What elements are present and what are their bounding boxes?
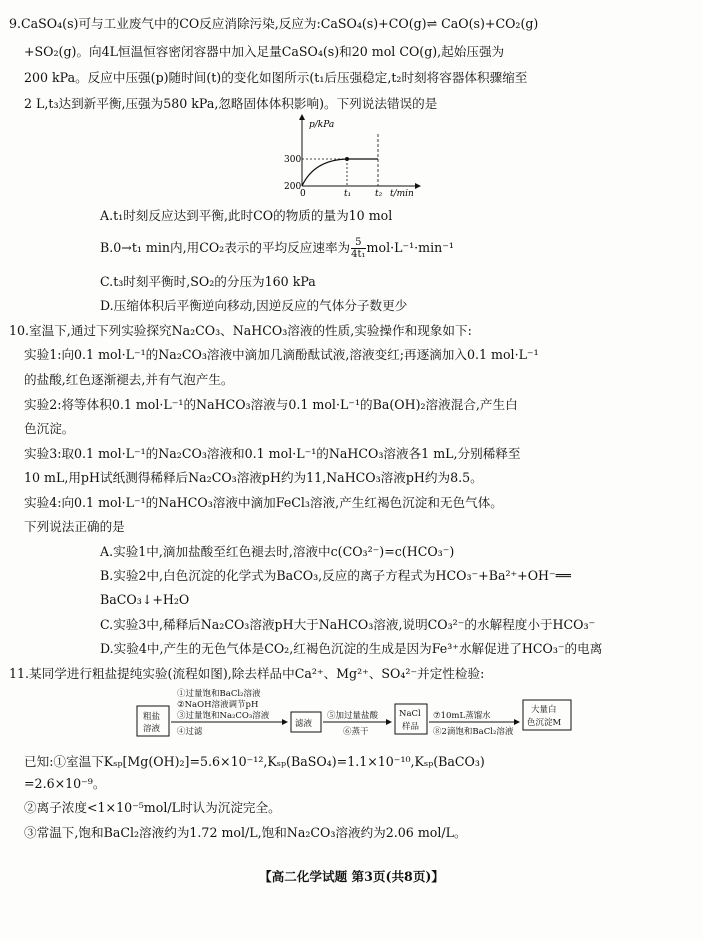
q11-known-2: ②离子浓度<1×10⁻⁵mol/L时认为沉淀完全。: [24, 800, 281, 815]
origin-label: 0: [300, 189, 306, 199]
step-2: ②NaOH溶液调节pH: [177, 700, 259, 710]
q10-option-b-1: B.实验2中,白色沉淀的化学式为BaCO₃,反应的离子方程式为HCO₃⁻+Ba²⁺+OH⁻══: [100, 568, 571, 583]
q10-exp3-a: 实验3:取0.1 mol·L⁻¹的Na₂CO₃溶液和0.1 mol·L⁻¹的NaHCO₃溶液各1 mL,分别稀释至: [24, 446, 521, 461]
q11-known-1: 已知:①室温下Kₛₚ[Mg(OH)₂]=5.6×10⁻¹²,Kₛₚ(BaSO₄)=1.1×10⁻¹⁰,Kₛₚ(BaCO₃): [24, 754, 485, 769]
step-1: ①过量饱和BaCl₂溶液: [177, 689, 261, 699]
box1-line2: 溶液: [143, 724, 161, 734]
box3-line2: 样品: [402, 722, 420, 732]
q10-exp2-b: 色沉淀。: [24, 421, 75, 436]
step-5: ⑤加过量盐酸: [327, 711, 379, 721]
step-8: ⑧2滴饱和BaCl₂溶液: [433, 727, 514, 737]
q9-line2: +SO₂(g)。向4L恒温恒容密闭容器中加入足量CaSO₄(s)和20 mol CO(g),起始压强为: [24, 44, 505, 59]
q9-option-a: A.t₁时刻反应达到平衡,此时CO的物质的量为10 mol: [100, 208, 393, 223]
q10-exp2-a: 实验2:将等体积0.1 mol·L⁻¹的NaHCO₃溶液与0.1 mol·L⁻¹的Ba(OH)₂溶液混合,产生白: [24, 397, 518, 412]
q9-line4: 2 L,t₃达到新平衡,压强为580 kPa,忽略固体体积影响)。下列说法错误的是: [24, 96, 438, 111]
box1-line1: 粗盐: [143, 712, 161, 722]
y-axis-label: p/kPa: [309, 120, 335, 130]
step-4: ④过滤: [177, 727, 203, 737]
q11-line1: 11.某同学进行粗盐提纯实验(流程如图),除去样品中Ca²⁺、Mg²⁺、SO₄²⁻并定性检验:: [9, 666, 485, 681]
q10-exp3-b: 10 mL,用pH试纸测得稀释后Na₂CO₃溶液pH约为11,NaHCO₃溶液pH约为8.5。: [24, 470, 483, 485]
y-tick-300: 300: [284, 155, 302, 165]
q9-option-b-text: B.0→t₁ min内,用CO₂表示的平均反应速率为: [100, 240, 351, 255]
q10-option-a: A.实验1中,滴加盐酸至红色褪去时,溶液中c(CO₃²⁻)=c(HCO₃⁻): [100, 544, 455, 559]
box2-text: 滤液: [295, 719, 313, 729]
q9-option-b-unit: mol·L⁻¹·min⁻¹: [366, 240, 454, 255]
page-footer: 【高二化学试题 第3页(共8页)】: [259, 869, 444, 884]
x-axis-label: t/min: [390, 189, 414, 199]
y-tick-200: 200: [284, 182, 302, 192]
q9-option-b: [100, 237, 454, 260]
pressure-time-graph: [282, 114, 422, 204]
t1-label: t₁: [344, 189, 352, 199]
q10-option-c: C.实验3中,稀释后Na₂CO₃溶液pH大于NaHCO₃溶液,说明CO₃²⁻的水解程度小于HCO₃⁻: [100, 617, 596, 632]
q9-option-c: C.t₃时刻平衡时,SO₂的分压为160 kPa: [100, 274, 316, 289]
q11-known-1-cont: =2.6×10⁻⁹。: [24, 776, 106, 791]
q10-option-d: D.实验4中,产生的无色气体是CO₂,红褐色沉淀的生成是因为Fe³⁺水解促进了HCO₃⁻的电离: [100, 641, 603, 656]
q10-option-b-2: BaCO₃↓+H₂O: [100, 592, 190, 607]
q10-stem: 下列说法正确的是: [24, 519, 125, 534]
q9-option-d: D.压缩体积后平衡逆向移动,因逆反应的气体分子数更少: [100, 298, 408, 313]
q9-line1: 9.CaSO₄(s)可与工业废气中的CO反应消除污染,反应为:CaSO₄(s)+CO(g)⇌ CaO(s)+CO₂(g): [9, 16, 539, 31]
q10-exp1-b: 的盐酸,红色逐渐褪去,并有气泡产生。: [24, 372, 234, 387]
purification-flowchart: [135, 688, 575, 738]
q10-exp1-a: 实验1:向0.1 mol·L⁻¹的Na₂CO₃溶液中滴加几滴酚酞试液,溶液变红;再逐滴加入0.1 mol·L⁻¹: [24, 347, 539, 362]
fraction: [351, 237, 365, 260]
q10-exp4: 实验4:向0.1 mol·L⁻¹的NaHCO₃溶液中滴加FeCl₃溶液,产生红褐色沉淀和无色气体。: [24, 495, 503, 510]
step-3: ③过量饱和Na₂CO₃溶液: [177, 711, 270, 721]
q11-known-3: ③常温下,饱和BaCl₂溶液约为1.72 mol/L,饱和Na₂CO₃溶液约为2.06 mol/L。: [24, 825, 467, 840]
q9-line3: 200 kPa。反应中压强(p)随时间(t)的变化如图所示(t₁后压强稳定,t₂时刻将容器体积骤缩至: [24, 70, 528, 85]
box4-line1: 大量白: [531, 705, 557, 715]
fraction-numerator: 5: [351, 237, 365, 249]
t2-label: t₂: [375, 189, 383, 199]
step-7: ⑦10mL蒸馏水: [433, 711, 491, 721]
q10-line1: 10.室温下,通过下列实验探究Na₂CO₃、NaHCO₃溶液的性质,实验操作和现象如下:: [9, 323, 472, 338]
pressure-curve: [302, 159, 347, 186]
box3-line1: NaCl: [399, 709, 421, 719]
step-6: ⑥蒸干: [343, 727, 369, 737]
fraction-denominator: 4t₁: [351, 249, 366, 260]
box4-line2: 色沉淀M: [527, 718, 562, 728]
